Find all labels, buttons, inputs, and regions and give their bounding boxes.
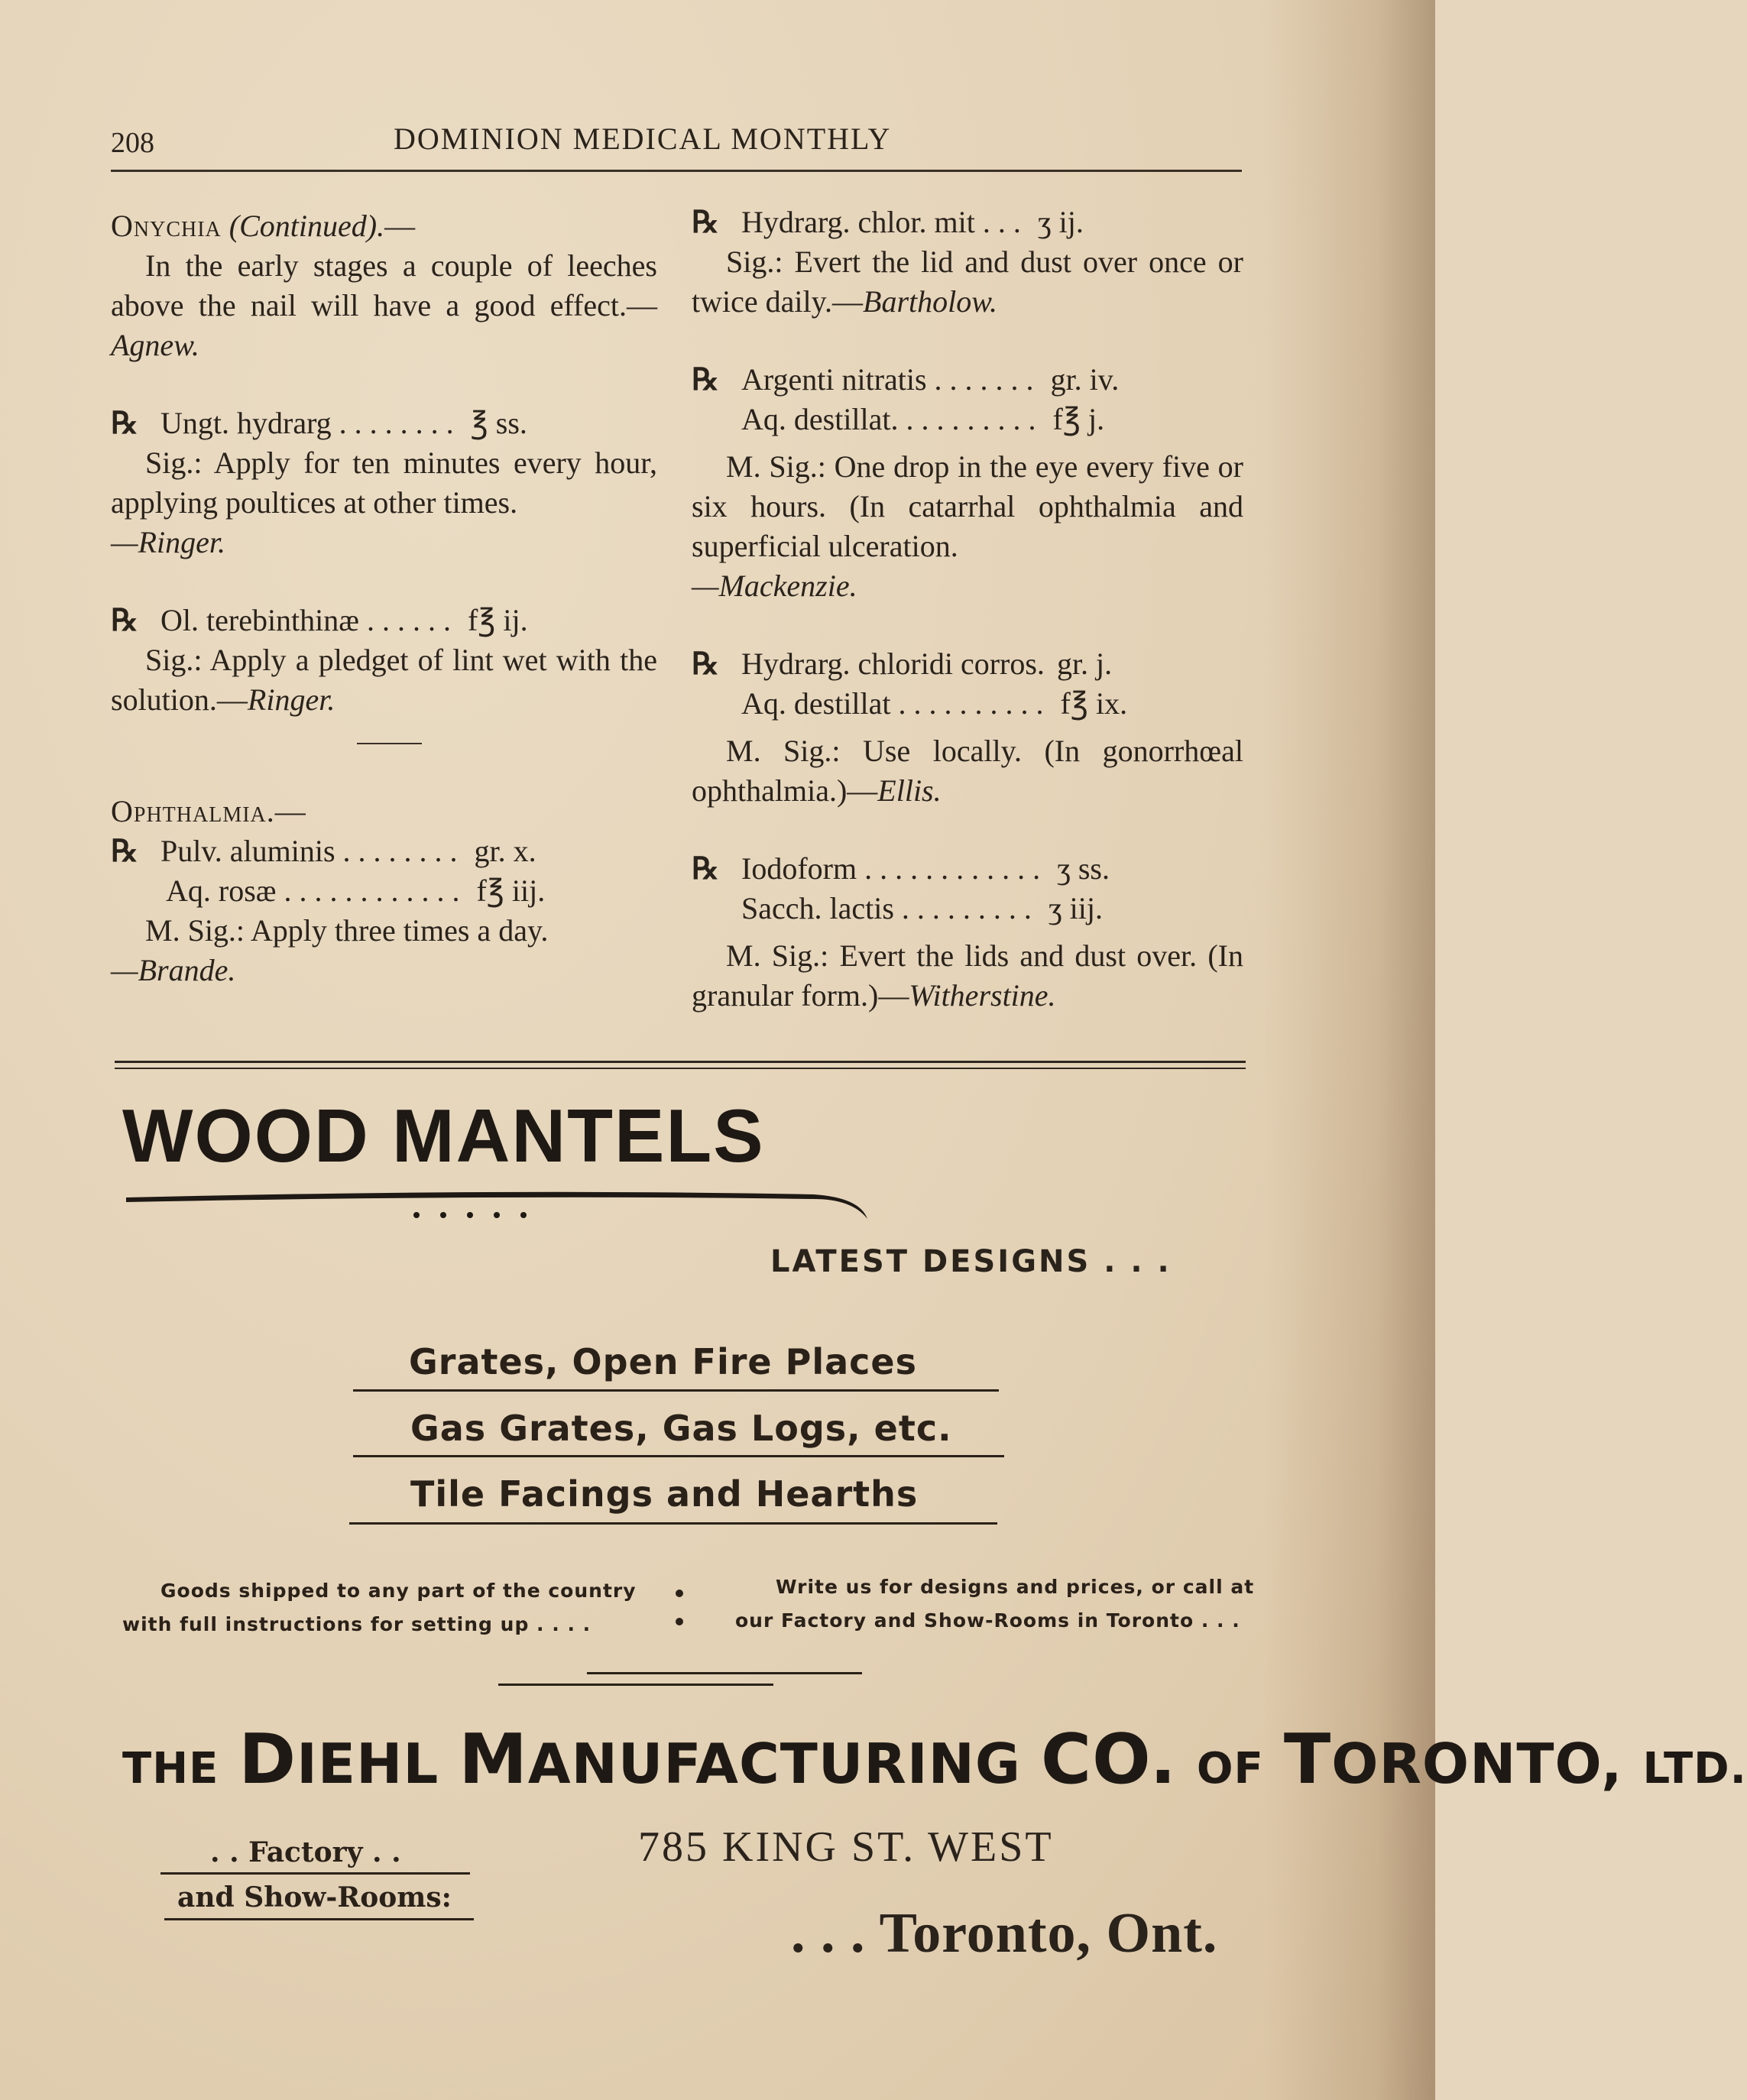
company-anufacturing: ANUFACTURING: [527, 1732, 1021, 1796]
rx1-author: —Ringer.: [111, 525, 225, 559]
rx6-dose2: f℥ ix.: [1060, 686, 1128, 721]
rx6-author: Ellis.: [877, 773, 942, 808]
rx7-dose2: ʒ iij.: [1048, 891, 1104, 925]
para1-text: In the early stages a couple of leeches above the nail will have a good effect.—: [111, 248, 657, 322]
rx-symbol: ℞: [692, 851, 719, 886]
rx3-dose: gr. x.: [474, 834, 536, 868]
company-of: OF: [1196, 1744, 1264, 1794]
rx2-author: Ringer.: [247, 682, 335, 717]
company-iehl: IEHL: [297, 1732, 439, 1796]
rx-symbol: ℞: [692, 647, 719, 681]
advert-item-grates: Grates, Open Fire Places: [409, 1341, 917, 1382]
rx5-dose2: f℥ j.: [1052, 402, 1105, 436]
rx7-sig-text: M. Sig.: Evert the lids and dust over. (In granular form.)—: [692, 938, 1243, 1013]
rx5-author: —Mackenzie.: [692, 569, 857, 603]
company-the: THE: [122, 1744, 219, 1794]
company-t: T: [1283, 1719, 1332, 1800]
rx-symbol: ℞: [111, 603, 138, 637]
rx4-sig: [692, 242, 1243, 322]
rx3-drug: Pulv. aluminis . . . . . . . .: [160, 834, 458, 868]
rx5-line2: [692, 400, 1243, 439]
rx-symbol: ℞: [111, 406, 138, 440]
rx2-drug: Ol. terebinthinæ . . . . . .: [160, 603, 451, 637]
rx5-drug: Argenti nitratis . . . . . . .: [741, 362, 1034, 397]
swoosh-ornament: [126, 1188, 890, 1234]
factory-label-1: . . Factory . .: [210, 1836, 401, 1868]
advert-item-rule: [353, 1455, 1004, 1457]
rx1-sig: Sig.: Apply for ten minutes every hour, applying poultices at other times.: [111, 446, 657, 520]
rx2-sig: [111, 640, 657, 720]
rx6-sig: [692, 731, 1243, 811]
advert-tagline: LATEST DESIGNS . . .: [770, 1244, 1172, 1279]
journal-title: DOMINION MEDICAL MONTHLY: [394, 122, 892, 156]
rx7-drug2: Sacch. lactis . . . . . . . . .: [741, 891, 1032, 925]
company-address: 785 KING ST. WEST: [638, 1823, 1054, 1871]
factory-label-2: and Show-Rooms:: [177, 1881, 452, 1914]
advert-item-gas: Gas Grates, Gas Logs, etc.: [410, 1408, 952, 1449]
rx7-dose: ʒ ss.: [1057, 851, 1110, 886]
advert-rule-bottom: [115, 1068, 1246, 1069]
company-name: [122, 1719, 1747, 1800]
left-column: [111, 206, 657, 990]
advert-item-rule: [353, 1389, 999, 1392]
rx6-sig-text: M. Sig.: Use locally. (In gonorrhœal ophthalmia.)—: [692, 734, 1243, 808]
rx2-line: [111, 601, 657, 640]
advert-left-note-2: with full instructions for setting up . . . .: [122, 1613, 592, 1635]
rx7-line2: [692, 889, 1243, 928]
onychia-heading-text: Onychia: [111, 209, 222, 243]
company-d: D: [238, 1719, 297, 1800]
rx-symbol: ℞: [111, 834, 138, 868]
factory-rule: [164, 1918, 474, 1920]
rx4-author: Bartholow.: [863, 284, 997, 319]
rx7-author: Witherstine.: [909, 978, 1056, 1013]
onychia-continued: (Continued).: [229, 209, 385, 243]
rx3-author: —Brande.: [111, 953, 236, 987]
rx5-dose: gr. iv.: [1050, 362, 1120, 397]
rx4-dose: ʒ ij.: [1037, 205, 1084, 239]
rx2-dose: f℥ ij.: [467, 603, 528, 637]
advert-headline: WOOD MANTELS: [122, 1094, 765, 1178]
rx7-drug: Iodoform . . . . . . . . . . . .: [741, 851, 1041, 886]
rx2-sig-text: Sig.: Apply a pledget of lint wet with the solution.—: [111, 643, 657, 717]
company-oronto: ORONTO,: [1331, 1732, 1623, 1796]
rx4-line: [692, 203, 1243, 242]
onychia-paragraph: [111, 246, 657, 365]
page-number: 208: [111, 127, 154, 159]
advert-right-note-1: Write us for designs and prices, or call at: [776, 1576, 1255, 1598]
rx7-line: [692, 849, 1243, 889]
para1-author: Agnew.: [111, 328, 199, 362]
divider-rule: [498, 1684, 773, 1686]
header-rule: [111, 170, 1242, 172]
rx6-line2: [692, 684, 1243, 724]
advert-left-note-1: Goods shipped to any part of the country: [160, 1580, 637, 1602]
rx6-drug: Hydrarg. chloridi corros.: [741, 647, 1045, 681]
bullet-dot: [676, 1590, 683, 1597]
rx6-drug2: Aq. destillat . . . . . . . . . .: [741, 686, 1044, 721]
rx5-drug2: Aq. destillat. . . . . . . . . .: [741, 402, 1036, 436]
advert-item-tile: Tile Facings and Hearths: [410, 1473, 919, 1515]
rx5-sig: M. Sig.: One drop in the eye every five or six hours. (In catarrhal ophthalmia and superficial ulceration.: [692, 449, 1243, 563]
ophthalmia-heading: Ophthalmia.—: [111, 794, 306, 828]
company-ltd: LTD.: [1642, 1744, 1747, 1794]
rx3-line: [111, 831, 657, 871]
rx4-drug: Hydrarg. chlor. mit . . .: [741, 205, 1021, 239]
onychia-dash: —: [384, 209, 416, 243]
rx6-dose: gr. j.: [1056, 647, 1113, 681]
rx4-sig-text: Sig.: Evert the lid and dust over once or twice daily.—: [692, 245, 1243, 319]
rx5-line: [692, 360, 1243, 400]
bullet-dot: [676, 1618, 683, 1625]
divider-rule: [587, 1672, 862, 1674]
rx-symbol: ℞: [692, 205, 719, 239]
factory-rule: [160, 1872, 470, 1875]
rx6-line: [692, 644, 1243, 684]
rx3-sig: M. Sig.: Apply three times a day.: [145, 913, 549, 948]
advert-rule-top: [115, 1061, 1246, 1063]
company-city: . . . Toronto, Ont.: [791, 1902, 1218, 1965]
rx3-drug2: Aq. rosæ . . . . . . . . . . . .: [166, 873, 460, 908]
rx1-dose: ℥ ss.: [470, 406, 527, 440]
onychia-heading: [111, 206, 657, 246]
right-column: [692, 203, 1243, 1016]
company-m: M: [459, 1719, 528, 1800]
advert-item-rule: [349, 1522, 997, 1525]
rx-symbol: ℞: [692, 362, 719, 397]
rx3-line2: [111, 871, 657, 911]
rx1-drug: Ungt. hydrarg . . . . . . . .: [160, 406, 454, 440]
rx1-line: [111, 403, 657, 443]
rx3-dose2: f℥ iij.: [476, 873, 546, 908]
advert-right-note-2: our Factory and Show-Rooms in Toronto . . .: [735, 1609, 1240, 1632]
rx7-sig: [692, 936, 1243, 1016]
company-co: CO.: [1041, 1719, 1177, 1800]
